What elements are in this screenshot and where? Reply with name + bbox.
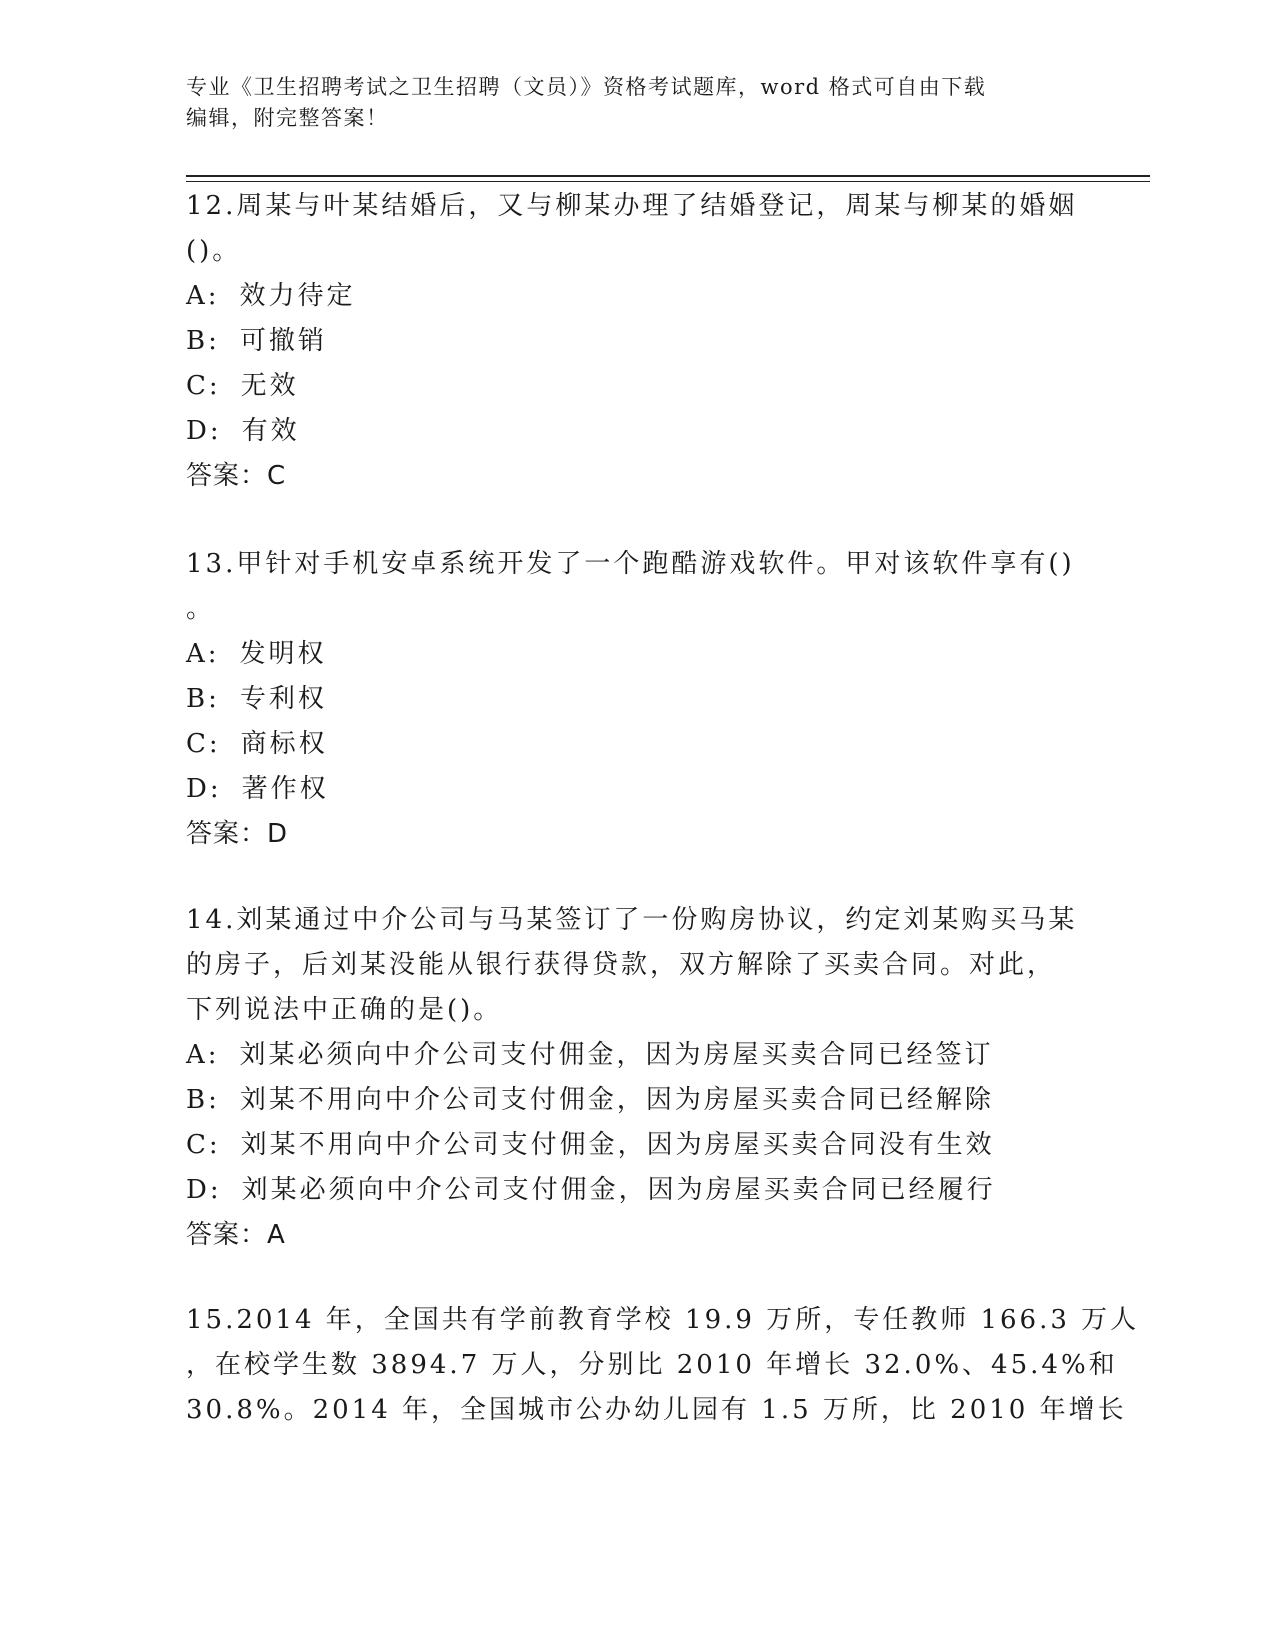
option-a — [186, 632, 1086, 677]
option-b — [186, 677, 1086, 722]
header-divider-top — [186, 175, 1150, 177]
question-text-line: 12.周某与叶某结婚后，又与柳某办理了结婚登记，周某与柳某的婚姻 — [186, 191, 1078, 221]
option-key: B: — [186, 1085, 220, 1115]
question-13 — [186, 542, 1086, 857]
option-text: 效力待定 — [239, 281, 356, 311]
answer-line: 答案：C — [186, 461, 287, 491]
option-b — [186, 319, 1086, 364]
option-a — [186, 274, 1086, 319]
option-text: 有效 — [241, 416, 300, 446]
option-key: B: — [186, 326, 220, 356]
option-key: A: — [186, 281, 220, 311]
question-text-line: 14.刘某通过中介公司与马某签订了一份购房协议，约定刘某购买马某 — [186, 905, 1078, 935]
option-key: B: — [186, 684, 220, 714]
option-key: C: — [186, 371, 221, 401]
option-a — [186, 1033, 1086, 1078]
option-text: 著作权 — [241, 774, 329, 804]
option-c — [186, 722, 1086, 767]
question-15 — [186, 1298, 1140, 1433]
option-b — [186, 1078, 1086, 1123]
option-text: 刘某必须向中介公司支付佣金，因为房屋买卖合同已经履行 — [241, 1175, 996, 1205]
header-line-2: 编辑，附完整答案！ — [186, 106, 389, 130]
question-12 — [186, 184, 1086, 499]
option-key: D: — [186, 1175, 222, 1205]
option-c — [186, 364, 1086, 409]
option-text: 刘某不用向中介公司支付佣金，因为房屋买卖合同已经解除 — [239, 1085, 994, 1115]
option-key: C: — [186, 1130, 221, 1160]
option-text: 可撤销 — [239, 326, 327, 356]
option-text: 专利权 — [239, 684, 327, 714]
option-d — [186, 409, 1086, 454]
option-text: 无效 — [240, 371, 299, 401]
question-text-line: 的房子，后刘某没能从银行获得贷款，双方解除了买卖合同。对此， — [186, 950, 1057, 980]
option-text: 刘某不用向中介公司支付佣金，因为房屋买卖合同没有生效 — [240, 1130, 995, 1160]
option-d — [186, 767, 1086, 812]
question-text-line: 15.2014 年，全国共有学前教育学校 19.9 万所，专任教师 166.3 万人 — [186, 1305, 1140, 1335]
question-text-line: ()。 — [186, 236, 242, 266]
option-key: D: — [186, 774, 222, 804]
header-line-1: 专业《卫生招聘考试之卫生招聘（文员）》资格考试题库，word 格式可自由下载 — [186, 75, 987, 99]
header-divider-bottom — [186, 181, 1150, 182]
option-text: 刘某必须向中介公司支付佣金，因为房屋买卖合同已经签订 — [239, 1040, 994, 1070]
answer-line: 答案：D — [186, 819, 289, 849]
option-text: 商标权 — [240, 729, 328, 759]
option-d — [186, 1168, 1086, 1213]
option-key: C: — [186, 729, 221, 759]
option-key: D: — [186, 416, 222, 446]
question-14 — [186, 898, 1086, 1258]
answer-line: 答案：A — [186, 1220, 286, 1250]
option-text: 发明权 — [239, 639, 327, 669]
document-header — [186, 72, 1066, 134]
option-key: A: — [186, 639, 220, 669]
question-text-line: 13.甲针对手机安卓系统开发了一个跑酷游戏软件。甲对该软件享有() — [186, 549, 1075, 579]
question-text-line: 。 — [186, 594, 216, 624]
question-text-line: 下列说法中正确的是()。 — [186, 995, 503, 1025]
question-text-line: 30.8%。2014 年，全国城市公办幼儿园有 1.5 万所，比 2010 年增长 — [186, 1395, 1127, 1425]
option-c — [186, 1123, 1086, 1168]
option-key: A: — [186, 1040, 220, 1070]
question-text-line: ，在校学生数 3894.7 万人，分别比 2010 年增长 32.0%、45.4%和 — [186, 1350, 1118, 1380]
